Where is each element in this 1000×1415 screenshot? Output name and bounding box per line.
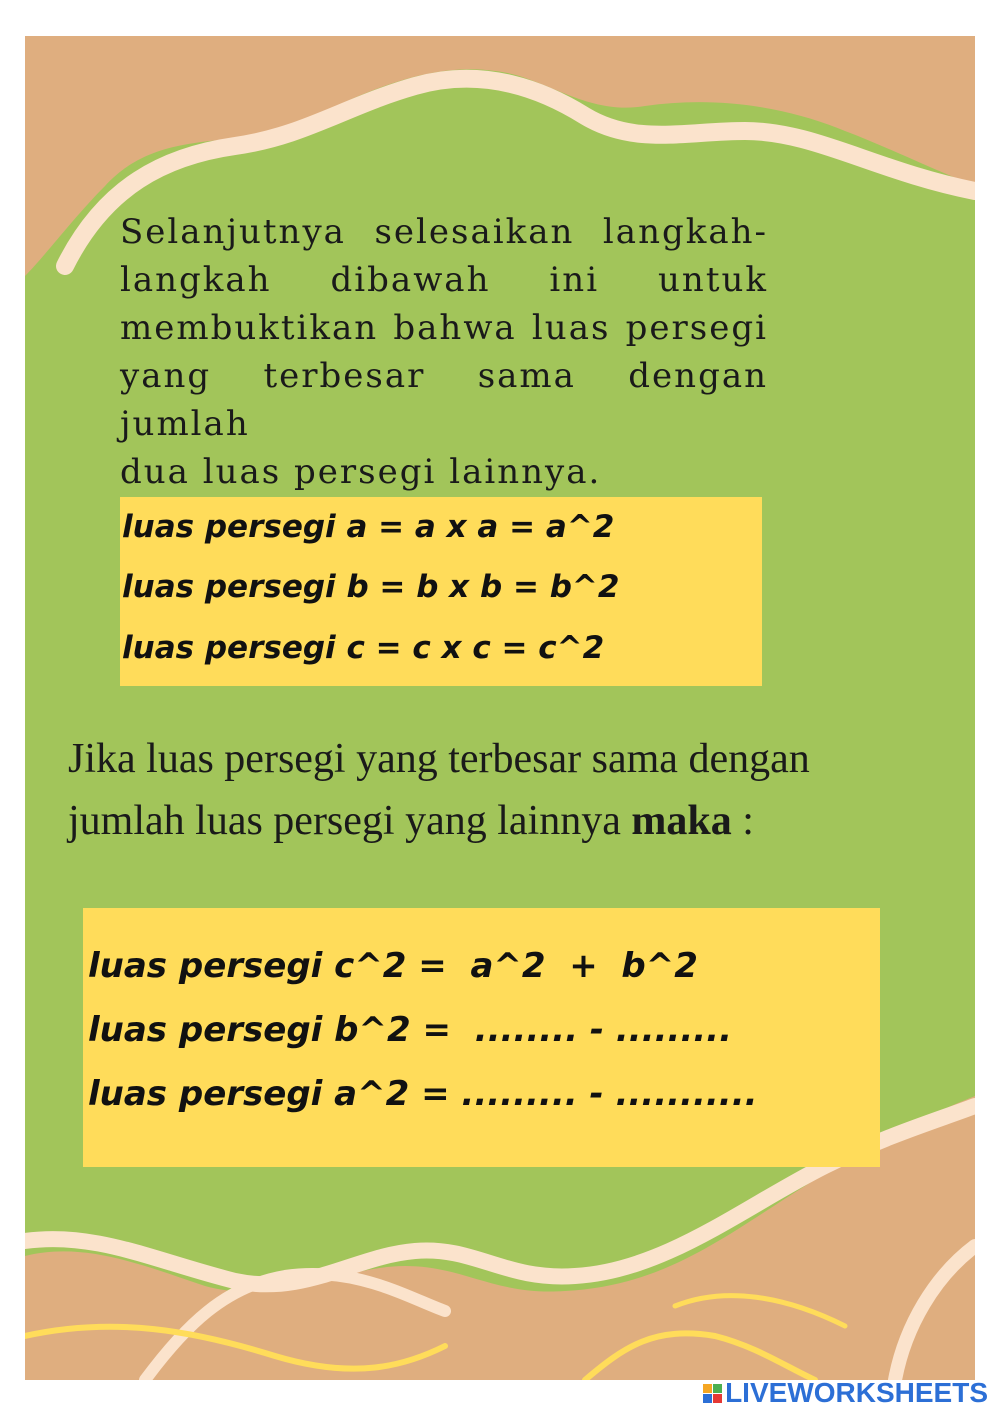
intro-paragraph: [120, 208, 768, 496]
exercise-line-a[interactable]: luas persegi a^2 = ......... - ...........: [88, 1074, 758, 1114]
definition-b: luas persegi b = b x b = b^2: [122, 569, 620, 605]
statement-paragraph: [68, 728, 968, 852]
statement-text: jumlah luas persegi yang lainnya: [68, 798, 632, 844]
brand-logo: [703, 1375, 988, 1411]
statement-colon: :: [731, 798, 754, 844]
intro-line: langkah dibawah ini untuk: [120, 260, 768, 300]
brand-text: LIVEWORKSHEETS: [725, 1377, 988, 1408]
intro-line: dua luas persegi lainnya.: [120, 452, 602, 492]
worksheet-page: [25, 36, 975, 1380]
definitions-box: [120, 497, 762, 686]
intro-line: yang terbesar sama dengan jumlah: [120, 356, 768, 444]
exercise-line-c: luas persegi c^2 = a^2 + b^2: [88, 946, 698, 986]
intro-line: Selanjutnya selesaikan langkah-: [120, 212, 768, 252]
exercise-box: [83, 908, 880, 1167]
statement-line-2: [68, 790, 968, 852]
brand-grid-icon: [703, 1384, 722, 1403]
intro-line: membuktikan bahwa luas persegi: [120, 308, 768, 348]
statement-line-1: Jika luas persegi yang terbesar sama dengan: [68, 736, 810, 782]
exercise-line-b[interactable]: luas persegi b^2 = ........ - .........: [88, 1010, 733, 1050]
statement-bold-word: maka: [631, 798, 732, 844]
definition-a: luas persegi a = a x a = a^2: [122, 509, 615, 545]
definition-c: luas persegi c = c x c = c^2: [122, 630, 605, 666]
